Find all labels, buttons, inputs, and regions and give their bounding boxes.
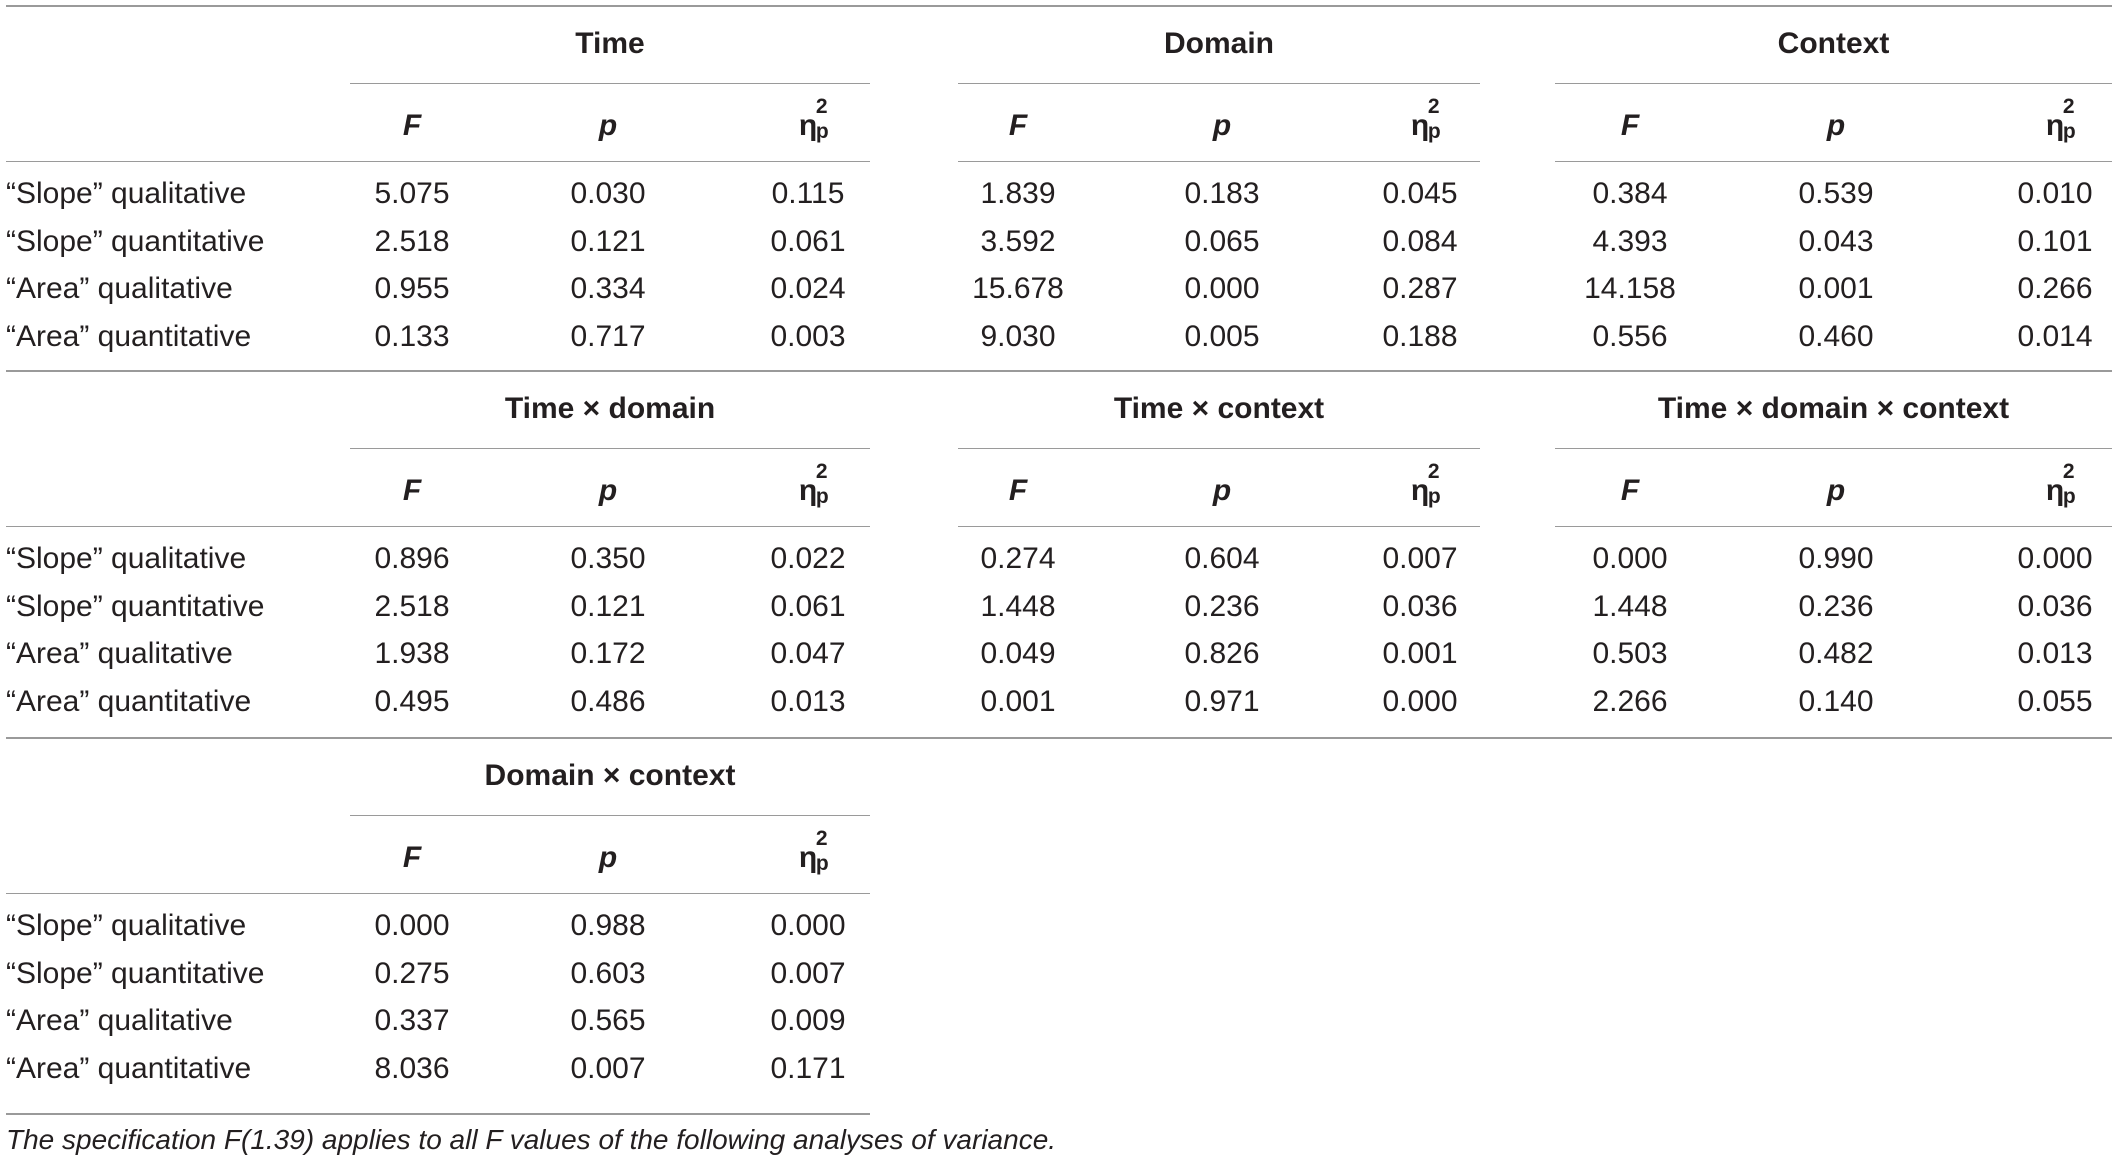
- eta-subscript: p: [815, 120, 829, 143]
- row-label: “Area” quantitative: [6, 1051, 252, 1085]
- table-cell: 0.955: [374, 272, 450, 305]
- eta-superscript: 2: [1427, 95, 1440, 118]
- row-label: “Slope” qualitative: [6, 909, 247, 942]
- table-cell: 2.518: [374, 224, 450, 258]
- header-bottom-rule: [958, 161, 1480, 162]
- section-divider-rule: [6, 737, 2112, 739]
- column-header-f: F: [402, 474, 422, 507]
- table-cell: 0.000: [1592, 542, 1668, 575]
- group-title: Context: [1777, 27, 1890, 60]
- table-cell: 0.337: [374, 1004, 450, 1037]
- table-cell: 15.678: [972, 272, 1064, 305]
- eta-symbol: η 2 p: [798, 460, 829, 508]
- table-cell: 9.030: [980, 319, 1056, 353]
- eta-subscript: p: [2062, 485, 2076, 508]
- eta-subscript: p: [815, 852, 829, 875]
- column-header-p: p: [598, 109, 618, 142]
- table-cell: 0.717: [570, 319, 646, 353]
- group-title-underline: [958, 448, 1480, 449]
- column-header-f: F: [1620, 474, 1640, 507]
- row-label: “Area” qualitative: [6, 272, 233, 305]
- row-label: “Area” quantitative: [6, 684, 252, 718]
- column-header-p: p: [1826, 109, 1846, 142]
- row-label: “Slope” quantitative: [6, 956, 265, 990]
- table-cell: 2.518: [374, 589, 450, 623]
- table-cell: 0.013: [770, 684, 846, 718]
- header-bottom-rule: [6, 526, 870, 527]
- column-header-eta-squared: [1955, 95, 2117, 143]
- column-header-eta-squared: [708, 827, 908, 875]
- table-cell: 0.971: [1184, 684, 1260, 718]
- table-cell: 0.043: [1798, 224, 1874, 258]
- table-cell: 0.604: [1184, 542, 1260, 575]
- table-cell: 0.009: [770, 1004, 846, 1037]
- table-cell: 0.121: [570, 589, 646, 623]
- eta-symbol: η 2 p: [798, 827, 829, 875]
- table-cell: 0.010: [2017, 177, 2093, 210]
- table-cell: 0.000: [374, 909, 450, 942]
- table-cell: 0.460: [1798, 319, 1874, 353]
- table-cell: 0.007: [1382, 542, 1458, 575]
- group-title-underline: [350, 448, 870, 449]
- group-title-underline: [1555, 83, 2112, 84]
- eta-subscript: p: [1427, 485, 1441, 508]
- header-bottom-rule: [1555, 161, 2112, 162]
- table-cell: 0.022: [770, 542, 846, 575]
- table-cell: 1.938: [374, 637, 450, 670]
- table-cell: 0.003: [770, 319, 846, 353]
- table-cell: 0.013: [2017, 637, 2093, 670]
- table-cell: 3.592: [980, 224, 1056, 258]
- column-header-f: F: [402, 109, 422, 142]
- column-header-eta-squared: [708, 460, 908, 508]
- eta-subscript: p: [815, 485, 829, 508]
- row-label: “Area” qualitative: [6, 637, 233, 670]
- table-cell: 0.287: [1382, 272, 1458, 305]
- table-cell: 0.001: [1798, 272, 1874, 305]
- column-header-p: p: [1212, 109, 1232, 142]
- table-cell: 0.030: [570, 177, 646, 210]
- table-cell: 0.001: [980, 684, 1056, 718]
- table-cell: 0.065: [1184, 224, 1260, 258]
- header-bottom-rule: [6, 161, 870, 162]
- table-cell: 0.539: [1798, 177, 1874, 210]
- table-cell: 0.024: [770, 272, 846, 305]
- table-cell: 0.266: [2017, 272, 2093, 305]
- table-cell: 0.275: [374, 956, 450, 990]
- column-header-eta-squared: [1955, 460, 2117, 508]
- table-cell: 0.047: [770, 637, 846, 670]
- column-header-f: F: [402, 841, 422, 874]
- eta-superscript: 2: [815, 95, 828, 118]
- table-cell: 0.826: [1184, 637, 1260, 670]
- header-bottom-rule: [958, 526, 1480, 527]
- table-cell: 0.486: [570, 684, 646, 718]
- table-cell: 0.061: [770, 589, 846, 623]
- group-title-underline: [350, 83, 870, 84]
- row-label: “Slope” quantitative: [6, 589, 265, 623]
- table-cell: 0.061: [770, 224, 846, 258]
- table-cell: 0.055: [2017, 684, 2093, 718]
- table-cell: 14.158: [1584, 272, 1676, 305]
- column-header-f: F: [1008, 474, 1028, 507]
- column-header-f: F: [1620, 109, 1640, 142]
- table-cell: 8.036: [374, 1051, 450, 1085]
- table-cell: 0.565: [570, 1004, 646, 1037]
- table-cell: 0.988: [570, 909, 646, 942]
- group-title: Domain × context: [484, 759, 736, 792]
- column-header-eta-squared: [1320, 95, 1520, 143]
- group-title: Domain: [1163, 27, 1274, 60]
- table-cell: 0.101: [2017, 224, 2093, 258]
- table-cell: 0.121: [570, 224, 646, 258]
- header-bottom-rule: [1555, 526, 2112, 527]
- header-bottom-rule: [6, 893, 870, 894]
- eta-superscript: 2: [2062, 460, 2075, 483]
- group-title: Time × domain: [504, 392, 716, 425]
- table-cell: 0.334: [570, 272, 646, 305]
- group-title-underline: [350, 815, 870, 816]
- table-cell: 0.000: [1184, 272, 1260, 305]
- group-title: Time × context: [1113, 392, 1325, 425]
- table-cell: 0.000: [1382, 684, 1458, 718]
- table-cell: 0.049: [980, 637, 1056, 670]
- table-cell: 0.005: [1184, 319, 1260, 353]
- eta-symbol: η 2 p: [1410, 460, 1441, 508]
- section-divider-rule: [6, 370, 2112, 372]
- column-header-p: p: [1826, 474, 1846, 507]
- table-cell: 0.556: [1592, 319, 1668, 353]
- group-title-underline: [1555, 448, 2112, 449]
- table-cell: 0.236: [1184, 589, 1260, 623]
- eta-subscript: p: [2062, 120, 2076, 143]
- eta-symbol: η 2 p: [2045, 460, 2076, 508]
- table-top-rule: [6, 5, 2112, 7]
- column-header-p: p: [598, 474, 618, 507]
- table-cell: 0.014: [2017, 319, 2093, 353]
- table-cell: 0.495: [374, 684, 450, 718]
- table-cell: 0.384: [1592, 177, 1668, 210]
- table-cell: 2.266: [1592, 684, 1668, 718]
- table-cell: 0.990: [1798, 542, 1874, 575]
- table-cell: 0.045: [1382, 177, 1458, 210]
- eta-symbol: η 2 p: [1410, 95, 1441, 143]
- table-cell: 0.183: [1184, 177, 1260, 210]
- group-title: Time: [575, 27, 645, 60]
- table-cell: 0.236: [1798, 589, 1874, 623]
- table-cell: 0.896: [374, 542, 450, 575]
- table-cell: 0.001: [1382, 637, 1458, 670]
- table-footnote: The specification F(1.39) applies to all F values of the following analyses of variance.: [6, 1124, 1057, 1155]
- eta-superscript: 2: [2062, 95, 2075, 118]
- table-cell: 0.188: [1382, 319, 1458, 353]
- column-header-f: F: [1008, 109, 1028, 142]
- column-header-p: p: [1212, 474, 1232, 507]
- row-label: “Slope” qualitative: [6, 177, 247, 210]
- table-cell: 0.274: [980, 542, 1056, 575]
- table-cell: 0.603: [570, 956, 646, 990]
- table-cell: 0.140: [1798, 684, 1874, 718]
- table-cell: 0.084: [1382, 224, 1458, 258]
- column-header-eta-squared: [708, 95, 908, 143]
- table-cell: 0.482: [1798, 637, 1874, 670]
- table-cell: 0.000: [2017, 542, 2093, 575]
- table-cell: 0.036: [1382, 589, 1458, 623]
- eta-symbol: η 2 p: [2045, 95, 2076, 143]
- column-header-eta-squared: [1320, 460, 1520, 508]
- group-title: Time × domain × context: [1657, 392, 2010, 425]
- group-title-underline: [958, 83, 1480, 84]
- table-cell: 0.007: [570, 1051, 646, 1085]
- table-cell: 1.839: [980, 177, 1056, 210]
- table-cell: 0.350: [570, 542, 646, 575]
- table-cell: 1.448: [980, 589, 1056, 623]
- eta-superscript: 2: [815, 827, 828, 850]
- table-cell: 1.448: [1592, 589, 1668, 623]
- table-cell: 5.075: [374, 177, 450, 210]
- table-cell: 0.171: [770, 1051, 846, 1085]
- row-label: “Slope” quantitative: [6, 224, 265, 258]
- table-cell: 0.503: [1592, 637, 1668, 670]
- table-cell: 0.000: [770, 909, 846, 942]
- table-cell: 0.133: [374, 319, 450, 353]
- row-label: “Area” quantitative: [6, 319, 252, 353]
- table-cell: 0.007: [770, 956, 846, 990]
- row-label: “Area” qualitative: [6, 1004, 233, 1037]
- table-cell: 0.115: [771, 177, 845, 210]
- table-cell: 0.036: [2017, 589, 2093, 623]
- table-cell: 4.393: [1592, 224, 1668, 258]
- table-bottom-rule: [6, 1113, 870, 1115]
- column-header-p: p: [598, 841, 618, 874]
- eta-superscript: 2: [1427, 460, 1440, 483]
- eta-subscript: p: [1427, 120, 1441, 143]
- eta-superscript: 2: [815, 460, 828, 483]
- row-label: “Slope” qualitative: [6, 542, 247, 575]
- eta-symbol: η 2 p: [798, 95, 829, 143]
- table-cell: 0.172: [570, 637, 646, 670]
